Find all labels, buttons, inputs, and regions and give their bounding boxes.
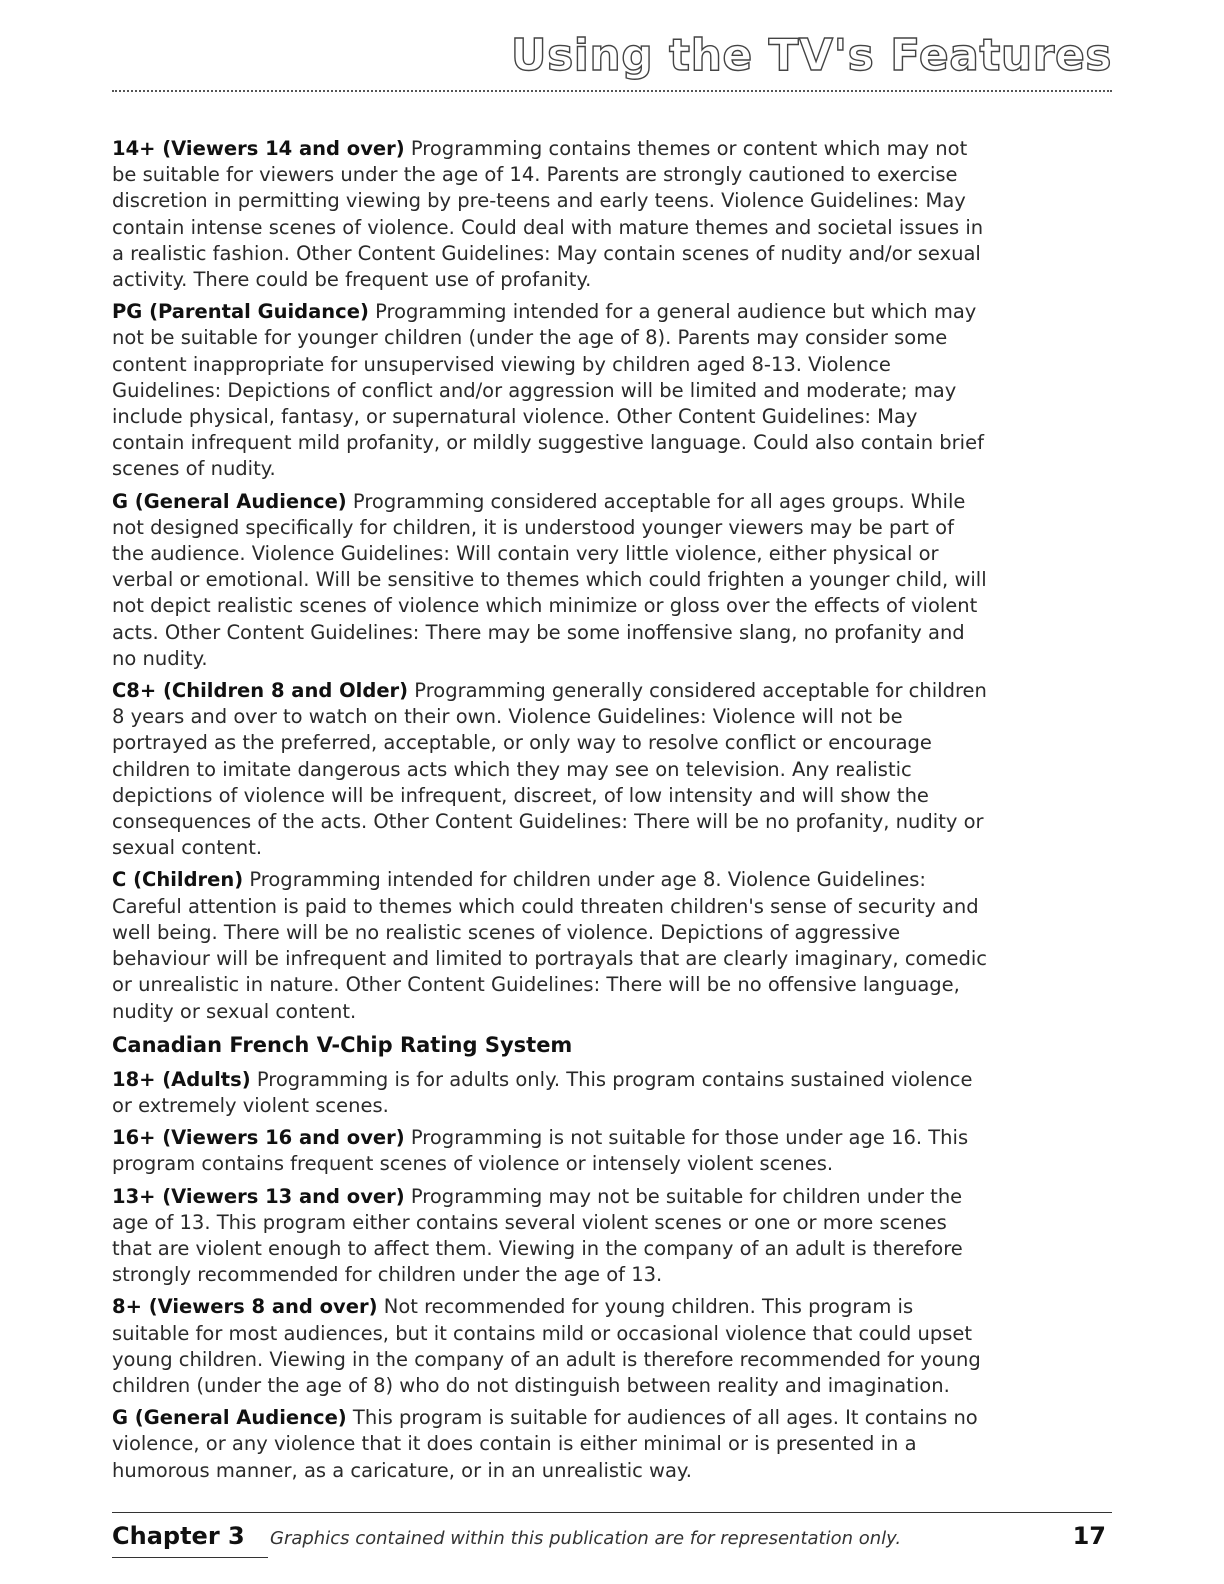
chapter-underline: [112, 1557, 268, 1558]
rating-entry-8plus: [112, 1294, 992, 1399]
rating-term: G (General Audience): [112, 1406, 347, 1430]
page-footer: [112, 1522, 1112, 1562]
footer-disclaimer: Graphics contained within this publication are for representation only.: [270, 1528, 902, 1549]
rating-entry-c8plus: [112, 678, 992, 861]
rating-description: Programming considered acceptable for all ages groups. While not designed specifically for children, it is understood younger viewers may be part of the audience. Violence Guidelines: Will contain very little violence, either physical or verbal or emotional. Will be sensitive to themes which could frighten a younger child, will not depict realistic scenes of violence which minimize or gloss over the effects of violent acts. Other Content Guidelines: There may be some inoffensive slang, no profanity and no nudity.: [112, 489, 987, 670]
rating-entry-14plus: [112, 136, 992, 293]
rating-description: Programming intended for a general audience but which may not be suitable for younger children (under the age of 8). Parents may consider some content inappropriate for unsupervised viewing by children aged 8-13. Violence Guidelines: Depictions of conflict and/or aggression will be limited and moderate; may include physical, fantasy, or supernatural violence. Other Content Guidelines: May contain infrequent mild profanity, or mildly suggestive language. Could also contain brief scenes of nudity.: [112, 300, 984, 481]
rating-entry-g-english: [112, 489, 992, 672]
rating-description: Programming contains themes or content which may not be suitable for viewers under the age of 14. Parents are strongly cautioned to exercise discretion in permitting viewing by pre-teens and early teens. Violence Guidelines: May contain intense scenes of violence. Could deal with mature themes and societal issues in a realistic fashion. Other Content Guidelines: May contain scenes of nudity and/or sexual activity. There could be frequent use of profanity.: [112, 137, 984, 292]
rating-term: C8+ (Children 8 and Older): [112, 679, 409, 703]
rating-entry-13plus: [112, 1184, 992, 1289]
rating-description: Programming is for adults only. This program contains sustained violence or extremely violent scenes.: [112, 1067, 973, 1117]
footer-divider: [112, 1512, 1112, 1513]
rating-term: 16+ (Viewers 16 and over): [112, 1126, 405, 1150]
rating-description: This program is suitable for audiences of all ages. It contains no violence, or any violence that it does contain is either minimal or is presented in a humorous manner, as a caricature, or in an unrealistic way.: [112, 1406, 978, 1482]
page-header-title: Using the TV's Features: [510, 30, 1112, 81]
rating-description: Programming intended for children under age 8. Violence Guidelines: Careful attention is paid to themes which could threaten children's sense of security and well being. There will be no realistic scenes of violence. Depictions of aggressive behaviour will be infrequent and limited to portrayals that are clearly imaginary, comedic or unrealistic in nature. Other Content Guidelines: There will be no offensive language, nudity or sexual content.: [112, 868, 987, 1023]
rating-term: 13+ (Viewers 13 and over): [112, 1184, 405, 1208]
rating-entry-c: [112, 867, 992, 1024]
section-heading: Canadian French V-Chip Rating System: [112, 1032, 573, 1057]
chapter-label: Chapter 3: [112, 1522, 245, 1550]
rating-term: 18+ (Adults): [112, 1067, 251, 1091]
rating-term: C (Children): [112, 868, 244, 892]
rating-description: Programming is not suitable for those under age 16. This program contains frequent scenes of violence or intensely violent scenes.: [112, 1126, 969, 1176]
rating-term: 14+ (Viewers 14 and over): [112, 137, 405, 160]
page-number: 17: [1072, 1522, 1106, 1550]
rating-description: Programming generally considered acceptable for children 8 years and over to watch on their own. Violence Guidelines: Violence will not be portrayed as the preferred, acceptable, or only way to resolve conflict or encourage children to imitate dangerous acts which they may see on television. Any realistic depictions of violence will be infrequent, discreet, of low intensity and will show the consequences of the acts. Other Content Guidelines: There will be no profanity, nudity or sexual content.: [112, 679, 987, 860]
rating-term: 8+ (Viewers 8 and over): [112, 1295, 378, 1319]
rating-description: Programming may not be suitable for children under the age of 13. This program either contains several violent scenes or one or more scenes that are violent enough to affect them. Viewing in the company of an adult is therefore strongly recommended for children under the age of 13.: [112, 1184, 963, 1287]
rating-term: G (General Audience): [112, 489, 347, 513]
rating-entry-pg: [112, 299, 992, 482]
rating-term: PG (Parental Guidance): [112, 300, 369, 324]
page-content: [112, 136, 992, 1490]
rating-entry-18plus: [112, 1067, 992, 1119]
rating-entry-16plus: [112, 1125, 992, 1177]
rating-description: Not recommended for young children. This program is suitable for most audiences, but it contains mild or occasional violence that could upset young children. Viewing in the company of an adult is therefore recommended for young children (under the age of 8) who do not distinguish between reality and imagination.: [112, 1295, 981, 1397]
rating-entry-g-french: [112, 1405, 992, 1484]
header-divider: [112, 90, 1112, 92]
